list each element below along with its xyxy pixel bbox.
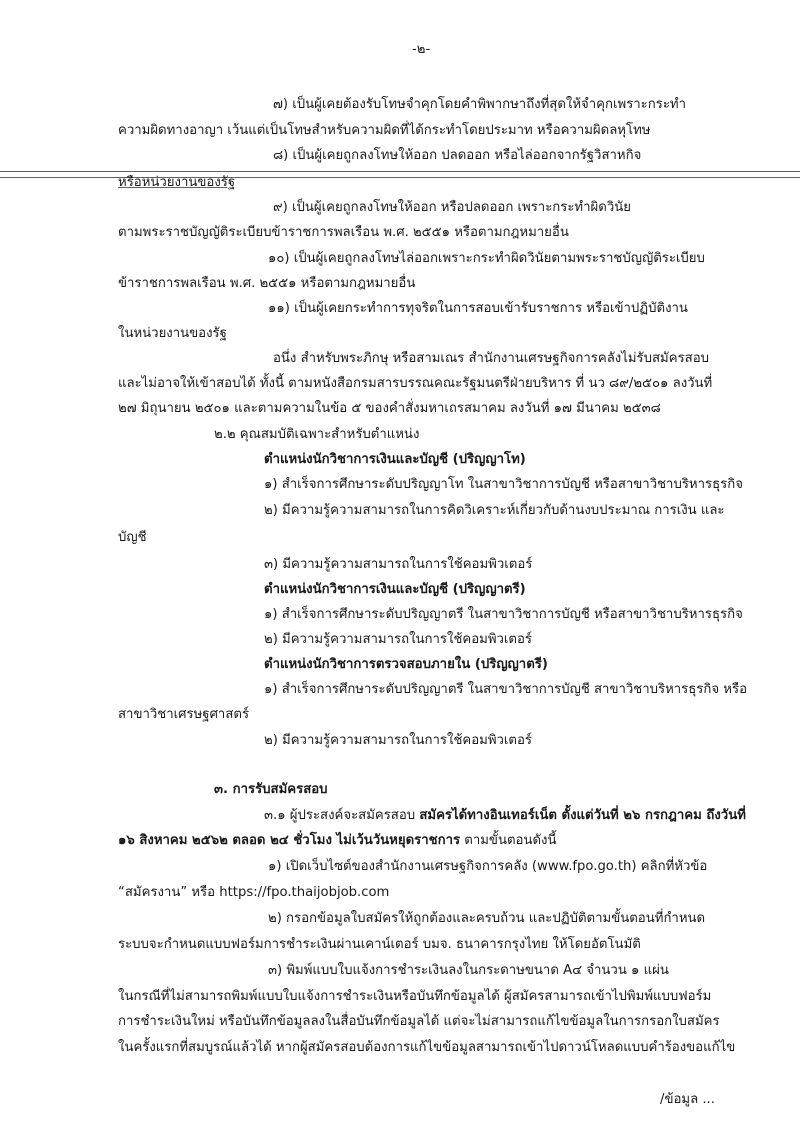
item-10-cont: ข้าราชการพลเรือน พ.ศ. ๒๕๕๑ หรือตามกฎหมายอื่น	[118, 276, 416, 291]
section-3-1-period: สมัครได้ทางอินเทอร์เน็ต ตั้งแต่วันที่ ๒๖ กรกฎาคม ถึงวันที่	[419, 808, 746, 823]
section-3-1-lead: ๓.๑ ผู้ประสงค์จะสมัครสอบ	[264, 808, 420, 823]
position-3-item-1: ๑) สำเร็จการศึกษาระดับปริญญาตรี ในสาขาวิชาการบัญชี สาขาวิชาบริหารธุรกิจ หรือ	[264, 682, 747, 697]
note-paragraph-2: และไม่อาจให้เข้าสอบได้ ทั้งนี้ ตามหนังสือกรมสารบรรณคณะรัฐมนตรีฝ่ายบริหาร ที่ นว ๘๙/๒๕๐๑ ลงวันที่	[118, 376, 713, 391]
step-3: ๓) พิมพ์แบบใบแจ้งการชำระเงินลงในกระดาษขนาด A๔ จำนวน ๑ แผ่น	[268, 963, 669, 978]
step-2: ๒) กรอกข้อมูลใบสมัครให้ถูกต้องและครบถ้วน และปฏิบัติตามขั้นตอนที่กำหนด	[268, 911, 706, 926]
item-10: ๑๐) เป็นผู้เคยถูกลงโทษไล่ออกเพราะกระทำผิดวินัยตามพระราชบัญญัติระเบียบ	[268, 251, 705, 266]
section-3-1-line-2	[118, 831, 556, 851]
item-7-cont: ความผิดทางอาญา เว้นแต่เป็นโทษสำหรับความผิดที่ได้กระทำโดยประมาท หรือความผิดลหุโทษ	[118, 123, 651, 138]
step-3-cont-2: การชำระเงินใหม่ หรือบันทึกข้อมูลลงในสื่อบันทึกข้อมูลได้ แต่จะไม่สามารถแก้ไขข้อมูลในการกรอกใบสมัคร	[118, 1014, 720, 1029]
position-1-heading: ตำแหน่งนักวิชาการเงินและบัญชี (ปริญญาโท)	[264, 452, 526, 467]
position-2-item-1: ๑) สำเร็จการศึกษาระดับปริญญาตรี ในสาขาวิชาการบัญชี หรือสาขาวิชาบริหารธุรกิจ	[264, 607, 743, 622]
step-3-cont-1: ในกรณีที่ไม่สามารถพิมพ์แบบใบแจ้งการชำระเงินหรือบันทึกข้อมูลได้ ผู้สมัครสามารถเข้าไปพิมพ์แบบฟอร์ม	[118, 989, 712, 1004]
item-8: ๘) เป็นผู้เคยถูกลงโทษให้ออก ปลดออก หรือไล่ออกจากรัฐวิสาหกิจ	[273, 148, 642, 163]
position-3-item-2: ๒) มีความรู้ความสามารถในการใช้คอมพิวเตอร์	[264, 733, 532, 748]
item-7: ๗) เป็นผู้เคยต้องรับโทษจำคุกโดยคำพิพากษาถึงที่สุดให้จำคุกเพราะกระทำ	[273, 97, 687, 112]
item-11-cont: ในหน่วยงานของรัฐ	[118, 326, 227, 341]
item-11: ๑๑) เป็นผู้เคยกระทำการทุจริตในการสอบเข้ารับราชการ หรือเข้าปฏิบัติงาน	[268, 301, 688, 316]
redline-top	[0, 171, 800, 172]
page-number: -๒-	[412, 42, 431, 57]
item-9-cont: ตามพระราชบัญญัติระเบียบข้าราชการพลเรือน พ.ศ. ๒๕๕๑ หรือตามกฎหมายอื่น	[118, 225, 569, 240]
position-3-item-1-cont: สาขาวิชาเศรษฐศาสตร์	[118, 707, 250, 722]
position-1-item-2-cont: บัญชี	[118, 530, 147, 545]
step-3-cont-3: ในครั้งแรกที่สมบูรณ์แล้วได้ หากผู้สมัครสอบต้องการแก้ไขข้อมูลสามารถเข้าไปดาวน์โหลดแบบคำร้องขอแก้ไข	[118, 1040, 736, 1055]
position-2-item-2: ๒) มีความรู้ความสามารถในการใช้คอมพิวเตอร์	[264, 632, 532, 647]
position-1-item-1: ๑) สำเร็จการศึกษาระดับปริญญาโท ในสาขาวิชาการบัญชี หรือสาขาวิชาบริหารธุรกิจ	[264, 477, 743, 492]
section-3-1-tail: ตามขั้นตอนดังนี้	[460, 833, 557, 848]
step-1: ๑) เปิดเว็บไซต์ของสำนักงานเศรษฐกิจการคลัง (www.fpo.go.th) คลิกที่หัวข้อ	[268, 859, 708, 874]
item-8-cont: หรือหน่วยงานของรัฐ	[118, 175, 236, 190]
step-1-cont: “สมัครงาน” หรือ https://fpo.thaijobjob.com	[118, 885, 390, 900]
position-1-item-2: ๒) มีความรู้ความสามารถในการคิดวิเคราะห์เกี่ยวกับด้านงบประมาณ การเงิน และ	[264, 503, 725, 518]
section-3-heading: ๓. การรับสมัครสอบ	[214, 782, 328, 797]
section-2-2-heading: ๒.๒ คุณสมบัติเฉพาะสำหรับตำแหน่ง	[214, 427, 420, 442]
item-9: ๙) เป็นผู้เคยถูกลงโทษให้ออก หรือปลดออก เพราะกระทำผิดวินัย	[273, 200, 631, 215]
position-1-item-3: ๓) มีความรู้ความสามารถในการใช้คอมพิวเตอร์	[264, 557, 533, 572]
section-3-1-line-1	[264, 806, 746, 826]
section-3-1-period-cont: ๑๖ สิงหาคม ๒๕๖๒ ตลอด ๒๔ ชั่วโมง ไม่เว้นวันหยุดราชการ	[118, 833, 461, 848]
step-2-cont: ระบบจะกำหนดแบบฟอร์มการชำระเงินผ่านเคาน์เตอร์ บมจ. ธนาคารกรุงไทย ให้โดยอัตโนมัติ	[118, 937, 641, 952]
position-2-heading: ตำแหน่งนักวิชาการเงินและบัญชี (ปริญญาตรี)	[264, 582, 526, 597]
note-paragraph-3: ๒๗ มิถุนายน ๒๕๐๑ และตามความในข้อ ๕ ของคำสั่งมหาเถรสมาคม ลงวันที่ ๑๗ มีนาคม ๒๕๓๘	[118, 401, 661, 416]
note-paragraph: อนึ่ง สำหรับพระภิกษุ หรือสามเณร สำนักงานเศรษฐกิจการคลังไม่รับสมัครสอบ	[273, 351, 709, 366]
continuation-note: /ข้อมูล ...	[660, 1092, 715, 1107]
position-3-heading: ตำแหน่งนักวิชาการตรวจสอบภายใน (ปริญญาตรี)	[264, 657, 548, 672]
